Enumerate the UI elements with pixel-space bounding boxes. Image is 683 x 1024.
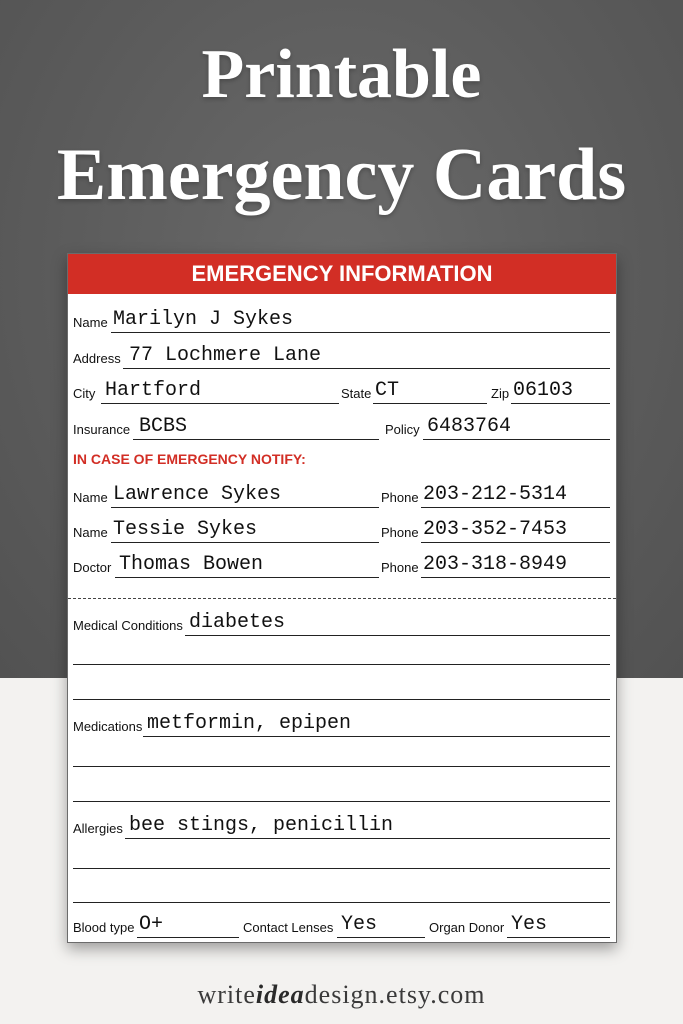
medical-conditions-blank-line[interactable] bbox=[73, 699, 610, 700]
allergies-blank-line[interactable] bbox=[73, 902, 610, 903]
medical-conditions-value: diabetes bbox=[189, 611, 286, 634]
doctor-row bbox=[73, 550, 610, 576]
contact-2-phone-field[interactable] bbox=[381, 515, 610, 541]
contact-2-name-underline bbox=[111, 542, 379, 543]
shop-url-highlight: idea bbox=[255, 980, 305, 1009]
allergies-underline bbox=[125, 838, 610, 839]
allergies-label: Allergies bbox=[73, 821, 123, 836]
contact-1-phone-underline bbox=[421, 507, 610, 508]
policy-value: 6483764 bbox=[427, 415, 512, 438]
city-field[interactable] bbox=[73, 376, 339, 402]
medications-label: Medications bbox=[73, 719, 143, 734]
name-underline bbox=[111, 332, 610, 333]
city-underline bbox=[101, 403, 339, 404]
page-title-line1: Printable bbox=[201, 36, 482, 113]
medications-value: metformin, epipen bbox=[147, 712, 352, 735]
insurance-underline bbox=[133, 439, 379, 440]
contact-1-name-value: Lawrence Sykes bbox=[113, 483, 282, 506]
medications-blank-line[interactable] bbox=[73, 801, 610, 802]
address-value: 77 Lochmere Lane bbox=[129, 344, 322, 367]
contact-lenses-value: Yes bbox=[341, 913, 378, 936]
medications-underline bbox=[143, 736, 610, 737]
blood-type-underline bbox=[137, 937, 239, 938]
contact-1-name-label: Name bbox=[73, 490, 108, 505]
contact-2-phone-value: 203-352-7453 bbox=[423, 518, 568, 541]
doctor-name-field[interactable] bbox=[73, 550, 379, 576]
insurance-label: Insurance bbox=[73, 422, 131, 437]
doctor-name-underline bbox=[115, 577, 379, 578]
name-field[interactable] bbox=[73, 305, 610, 331]
contact-1-name-underline bbox=[111, 507, 379, 508]
doctor-label: Doctor bbox=[73, 560, 112, 575]
contact-lenses-field[interactable] bbox=[243, 910, 425, 936]
contact-2-phone-underline bbox=[421, 542, 610, 543]
organ-donor-label: Organ Donor bbox=[429, 920, 505, 935]
state-label: State bbox=[341, 386, 372, 401]
organ-donor-value: Yes bbox=[511, 913, 548, 936]
address-underline bbox=[123, 368, 610, 369]
insurance-row bbox=[73, 412, 610, 438]
contact-1-phone-label: Phone bbox=[381, 490, 419, 505]
allergies-value: bee stings, penicillin bbox=[129, 814, 394, 837]
emergency-notify-heading: IN CASE OF EMERGENCY NOTIFY: bbox=[73, 451, 306, 467]
policy-label: Policy bbox=[385, 422, 420, 437]
contact-1-name-field[interactable] bbox=[73, 480, 379, 506]
insurance-value: BCBS bbox=[139, 415, 188, 438]
contact-row-2 bbox=[73, 515, 610, 541]
city-value: Hartford bbox=[105, 379, 202, 402]
doctor-phone-value: 203-318-8949 bbox=[423, 553, 568, 576]
allergies-row bbox=[73, 811, 610, 837]
medical-conditions-label: Medical Conditions bbox=[73, 618, 183, 633]
contact-1-phone-value: 203-212-5314 bbox=[423, 483, 568, 506]
shop-url-prefix: write bbox=[197, 980, 256, 1009]
contact-row-1 bbox=[73, 480, 610, 506]
city-label: City bbox=[73, 386, 96, 401]
address-row bbox=[73, 341, 610, 367]
doctor-phone-underline bbox=[421, 577, 610, 578]
state-field[interactable] bbox=[341, 376, 487, 402]
blood-type-label: Blood type bbox=[73, 920, 135, 935]
address-field[interactable] bbox=[73, 341, 610, 367]
shop-url[interactable] bbox=[0, 980, 683, 1010]
blood-type-field[interactable] bbox=[73, 910, 239, 936]
medical-conditions-blank-line[interactable] bbox=[73, 664, 610, 665]
contact-2-name-value: Tessie Sykes bbox=[113, 518, 258, 541]
blood-type-value: O+ bbox=[139, 913, 164, 936]
name-value: Marilyn J Sykes bbox=[113, 308, 294, 331]
dashed-divider bbox=[68, 598, 616, 599]
address-label: Address bbox=[73, 351, 121, 366]
contact-2-phone-label: Phone bbox=[381, 525, 419, 540]
contact-2-name-label: Name bbox=[73, 525, 108, 540]
state-value: CT bbox=[375, 379, 400, 402]
medications-field[interactable] bbox=[73, 709, 610, 735]
zip-label: Zip bbox=[491, 386, 510, 401]
emergency-card bbox=[67, 253, 617, 943]
name-row bbox=[73, 305, 610, 331]
allergies-blank-line[interactable] bbox=[73, 868, 610, 869]
contact-2-name-field[interactable] bbox=[73, 515, 379, 541]
medical-conditions-field[interactable] bbox=[73, 608, 610, 634]
card-title: EMERGENCY INFORMATION bbox=[68, 254, 616, 294]
organ-donor-field[interactable] bbox=[429, 910, 610, 936]
medical-conditions-row bbox=[73, 608, 610, 634]
name-label: Name bbox=[73, 315, 108, 330]
zip-underline bbox=[511, 403, 610, 404]
organ-donor-underline bbox=[507, 937, 610, 938]
shop-url-suffix: design.etsy.com bbox=[304, 980, 486, 1009]
policy-underline bbox=[423, 439, 610, 440]
medications-blank-line[interactable] bbox=[73, 766, 610, 767]
policy-field[interactable] bbox=[385, 412, 610, 438]
city-state-zip-row bbox=[73, 376, 610, 402]
medications-row bbox=[73, 709, 610, 735]
zip-field[interactable] bbox=[491, 376, 610, 402]
doctor-phone-label: Phone bbox=[381, 560, 419, 575]
doctor-phone-field[interactable] bbox=[381, 550, 610, 576]
insurance-field[interactable] bbox=[73, 412, 379, 438]
medical-conditions-underline bbox=[185, 635, 610, 636]
bottom-row bbox=[73, 910, 610, 936]
contact-lenses-underline bbox=[337, 937, 425, 938]
allergies-field[interactable] bbox=[73, 811, 610, 837]
page-title-line2: Emergency Cards bbox=[56, 134, 627, 216]
doctor-name-value: Thomas Bowen bbox=[119, 553, 264, 576]
state-underline bbox=[373, 403, 487, 404]
zip-value: 06103 bbox=[513, 379, 574, 402]
contact-1-phone-field[interactable] bbox=[381, 480, 610, 506]
contact-lenses-label: Contact Lenses bbox=[243, 920, 334, 935]
